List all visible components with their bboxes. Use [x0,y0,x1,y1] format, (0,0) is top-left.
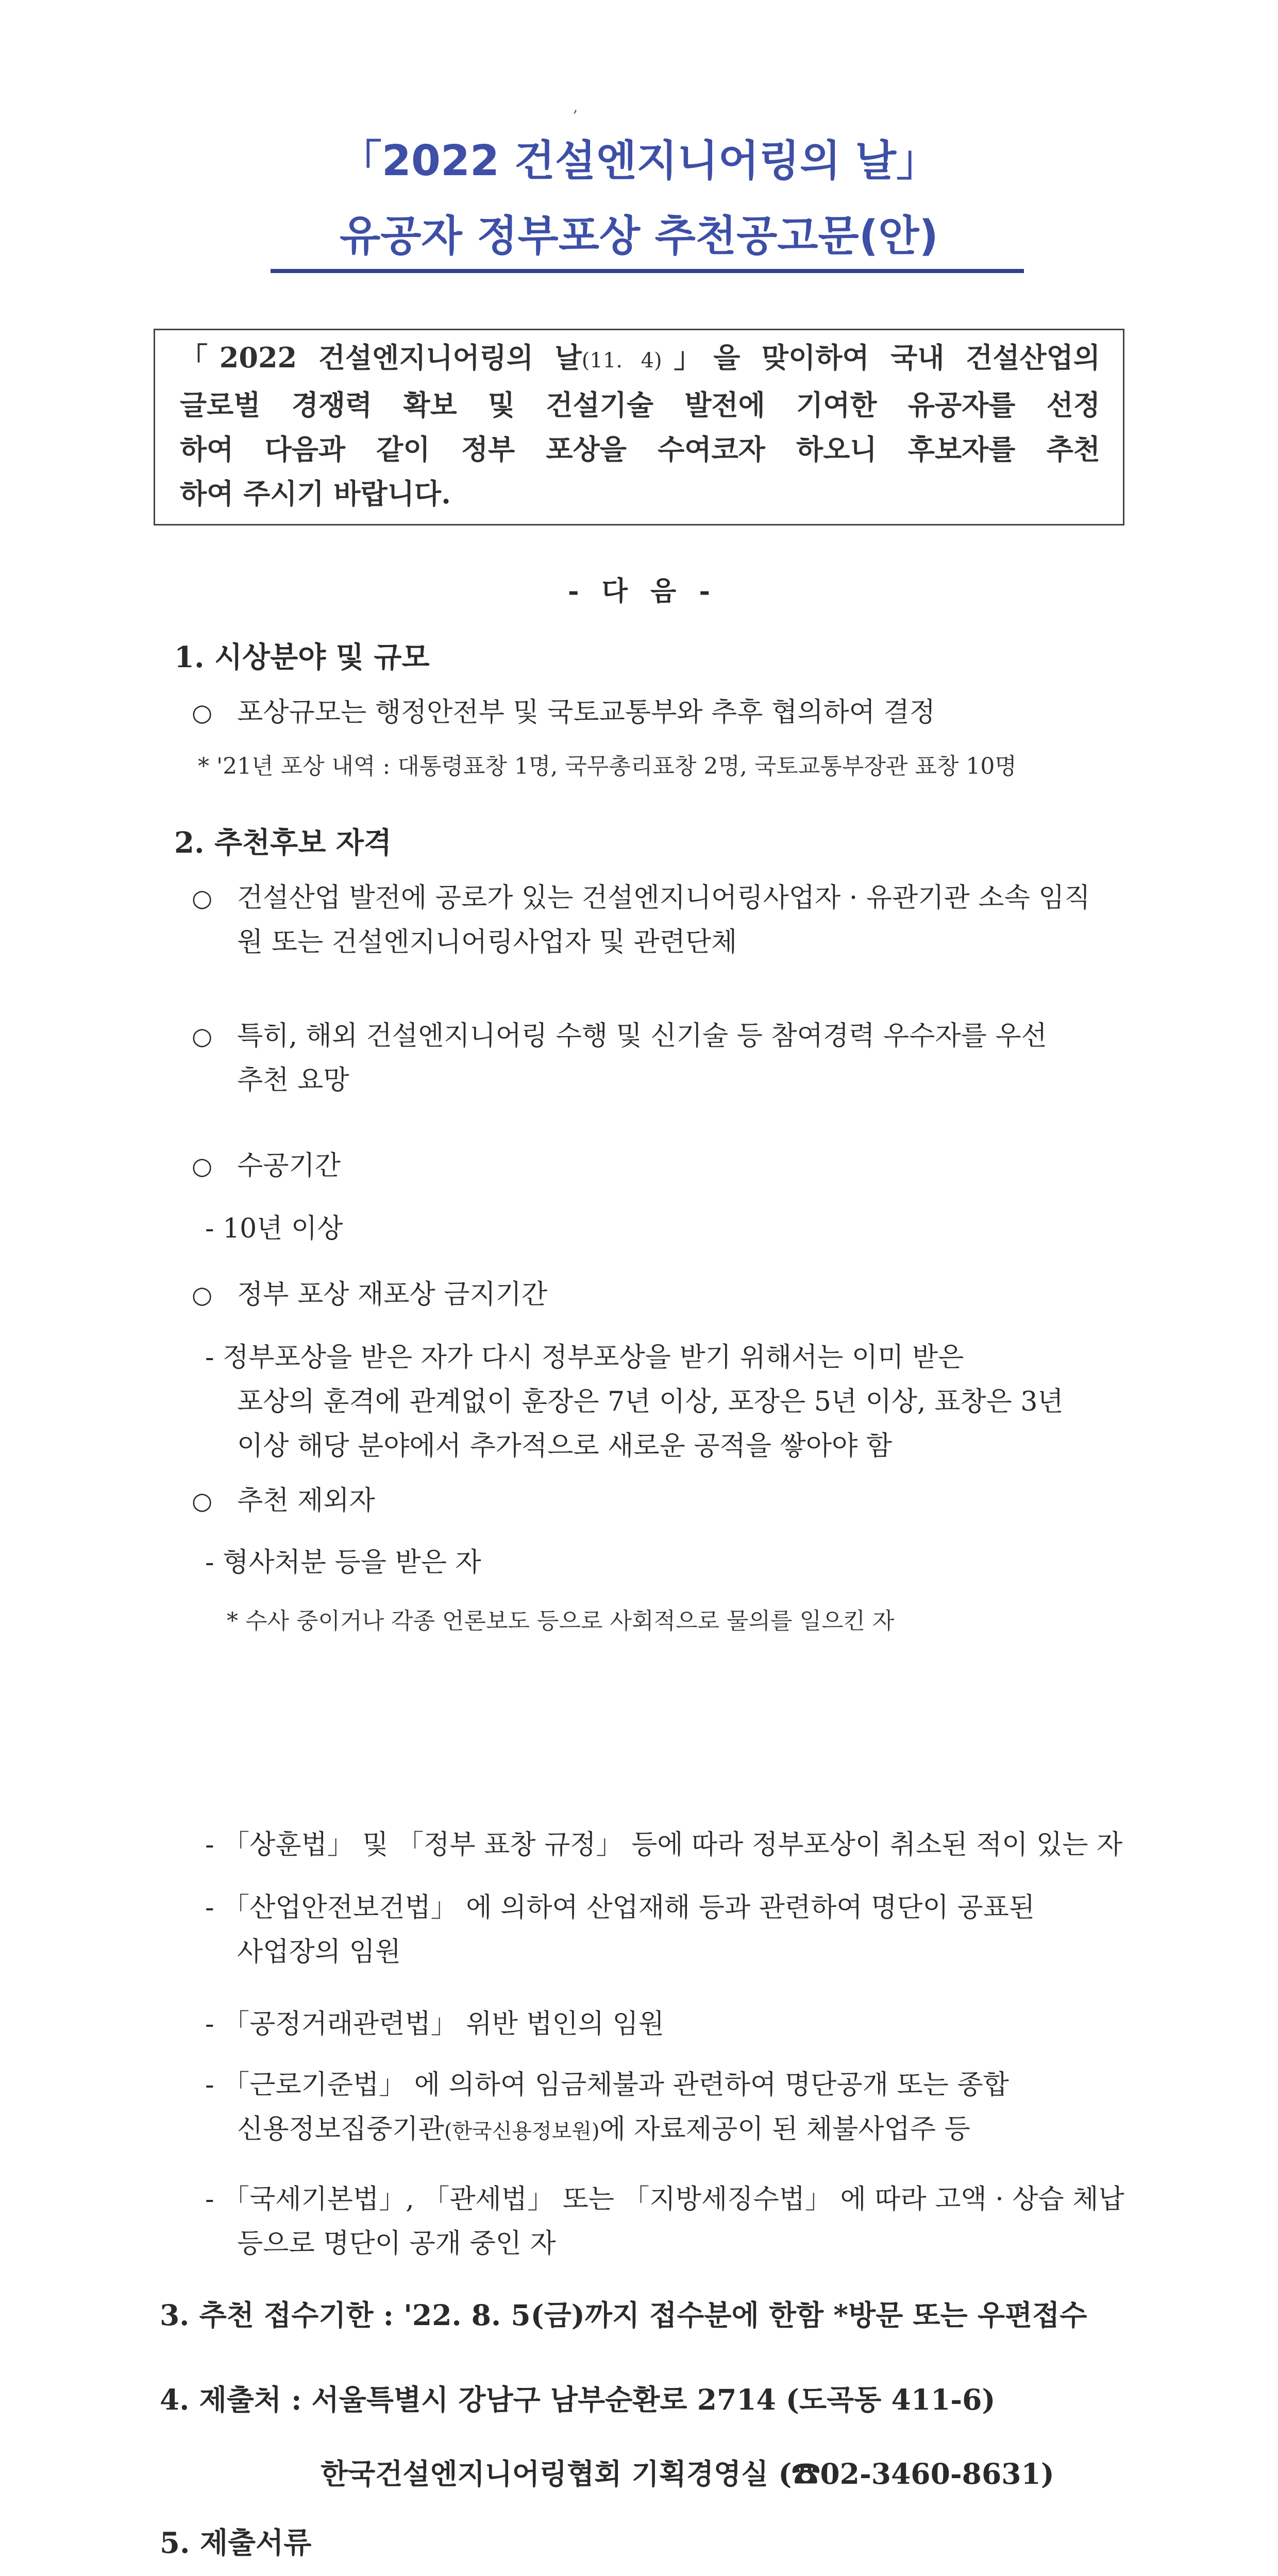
section-2-heading: 2. 추천후보 자격 [174,826,392,860]
intro-line-2: 글로벌 경쟁력 확보 및 건설기술 발전에 기여한 유공자를 선정 [180,388,1100,421]
exclusion-1-note: * 수사 중이거나 각종 언론보도 등으로 사회적으로 물의를 일으킨 자 [227,1608,895,1634]
exclusion-2: - 「상훈법」 및 「정부 표창 규정」 등에 따라 정부포상이 취소된 적이 있는 자 [205,1829,1123,1860]
section-5-heading: 5. 제출서류 [160,2526,312,2560]
exclusion-1: - 형사처분 등을 받은 자 [205,1547,481,1578]
circle-bullet-icon: ○ [192,1152,213,1180]
intro-box [154,329,1124,526]
circle-bullet-icon: ○ [192,1487,213,1515]
section-heading-center: - 다 음 - [568,575,710,607]
intro-line-4: 하여 주시기 바랍니다. [180,477,451,510]
title-line-2: 유공자 정부포상 추천공고문(안) [340,212,938,261]
sec1-note: * '21년 포상 내역 : 대통령표창 1명, 국무총리표창 2명, 국토교통부장관 표창 10명 [198,753,1017,779]
circle-bullet-icon: ○ [192,1281,213,1309]
exclusion-4: - 「공정거래관련법」 위반 법인의 임원 [205,2009,664,2040]
section-4-contact: 한국건설엔지니어링협회 기획경영실 (☎02-3460-8631) [321,2457,1054,2490]
title-line-1: 「2022 건설엔지니어링의 날」 [339,137,939,185]
title-underline [271,269,1024,273]
sec2-item-1: ○ 건설산업 발전에 공로가 있는 건설엔지니어링사업자 · 유관기관 소속 임직 원 또는 건설엔지니어링사업자 및 관련단체 [192,876,1090,964]
exclusion-3: - 「산업안전보건법」 에 의하여 산업재해 등과 관련하여 명단이 공표된 사업장의 임원 [205,1892,1035,1968]
exclusion-5: - 「근로기준법」 에 의하여 임금체불과 관련하여 명단공개 또는 종합 신용정보집중기관(한국신용정보원)에 자료제공이 된 체불사업주 등 [205,2070,1009,2145]
sec2-item-3: ○ 수공기간 [192,1144,341,1188]
exclusion-6: - 「국세기본법」, 「관세법」 또는 「지방세징수법」 에 따라 고액 · 상습 체납 등으로 명단이 공개 중인 자 [205,2184,1124,2259]
sec2-item-4: ○ 정부 포상 재포상 금지기간 [192,1273,547,1317]
circle-bullet-icon: ○ [192,884,213,912]
scan-mark: , [573,98,578,116]
intro-line-1: 「2022 건설엔지니어링의 날(11. 4)」을 맞이하여 국내 건설산업의 [180,341,1100,374]
intro-line-3: 하여 다음과 같이 정부 포상을 수여코자 하오니 후보자를 추천 [180,433,1100,466]
sec2-item-2: ○ 특히, 해외 건설엔지니어링 수행 및 신기술 등 참여경력 우수자를 우선 추천 요망 [192,1014,1047,1103]
sec2-item-5: ○ 추천 제외자 [192,1479,375,1523]
circle-bullet-icon: ○ [192,699,213,726]
sec2-item-4-sub: - 정부포상을 받은 자가 다시 정부포상을 받기 위해서는 이미 받은 포상의 훈격에 관계없이 훈장은 7년 이상, 포장은 5년 이상, 표창은 3년 이상 해당 분야에서 추가적으로 새로운 공적을 쌓아야 함 [205,1342,1064,1462]
section-4-address: 4. 제출처 : 서울특별시 강남구 남부순환로 2714 (도곡동 411-6) [160,2383,996,2416]
sec2-item-3-sub: - 10년 이상 [205,1213,343,1244]
section-3-deadline: 3. 추천 접수기한 : '22. 8. 5(금)까지 접수분에 한함 *방문 또는 우편접수 [160,2298,1087,2332]
circle-bullet-icon: ○ [192,1022,213,1050]
section-1-heading: 1. 시상분야 및 규모 [174,640,430,674]
sec1-item-1: ○ 포상규모는 행정안전부 및 국토교통부와 추후 협의하여 결정 [192,690,935,735]
